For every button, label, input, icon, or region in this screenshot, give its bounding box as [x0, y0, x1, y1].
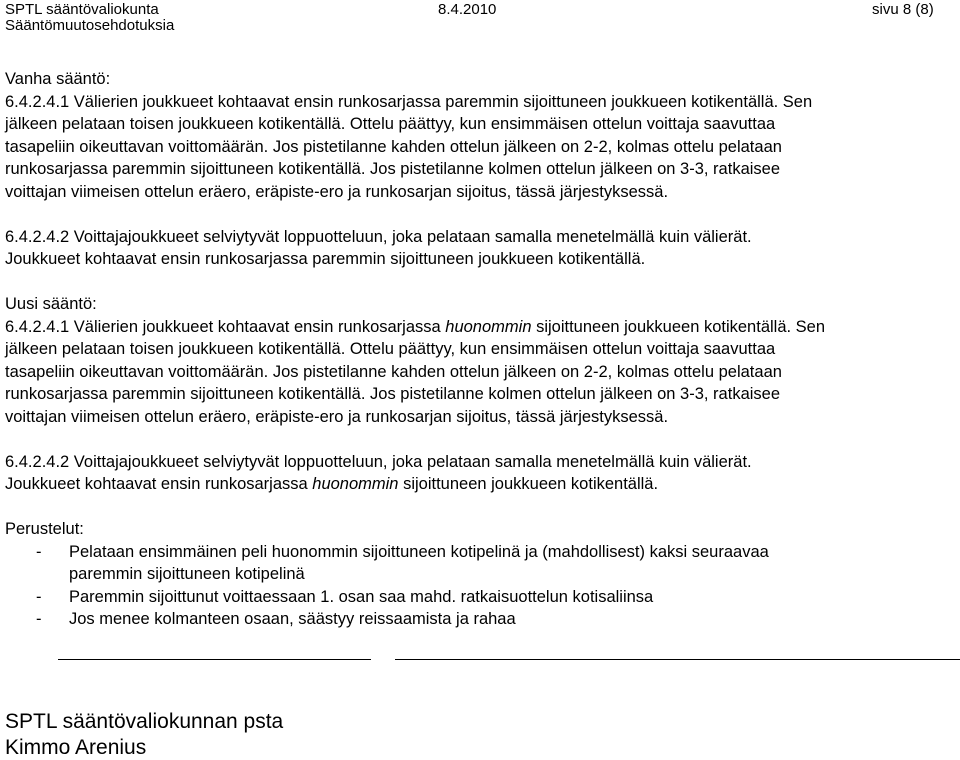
new-rule-line: runkosarjassa paremmin sijoittuneen kotikentällä. Jos pistetilanne kolmen ottelun jälkeen on 3-3, ratkaisee — [5, 385, 781, 403]
list-item: - Pelataan ensimmäinen peli huonommin sijoittuneen kotipelinä ja (mahdollisest) kaksi seuraavaa — [36, 542, 769, 561]
old-rule-line: jälkeen pelataan toisen joukkueen kotikentällä. Ottelu päättyy, kun ensimmäisen ottelun voittaja saavuttaa — [5, 115, 776, 133]
new-rule-line: jälkeen pelataan toisen joukkueen kotikentällä. Ottelu päättyy, kun ensimmäisen ottelun voittaja saavuttaa — [5, 340, 776, 358]
emphasis-text: huonommin — [445, 317, 532, 336]
new-rule-heading: Uusi sääntö: — [5, 295, 97, 313]
old-rule-line: voittajan viimeisen ottelun eräero, eräpiste-ero ja runkosarjan sijoitus, tässä järjestyksessä. — [5, 182, 669, 201]
reasons-list — [5, 541, 955, 631]
document-body — [5, 68, 955, 631]
divider-line — [395, 659, 960, 660]
emphasis-text: huonommin — [312, 475, 399, 493]
new-rule-line: 6.4.2.4.2 Voittajajoukkueet selviytyvät loppuotteluun, joka pelataan samalla menetelmällä kuin välierät. — [5, 452, 752, 471]
old-rule-line: runkosarjassa paremmin sijoittuneen kotikentällä. Jos pistetilanne kolmen ottelun jälkeen on 3-3, ratkaisee — [5, 160, 781, 178]
header-subtitle: Sääntömuutosehdotuksia — [5, 17, 175, 34]
list-item: - Jos menee kolmanteen osaan, säästyy reissaamista ja rahaa — [36, 610, 516, 628]
old-rule-line: 6.4.2.4.1 Välierien joukkueet kohtaavat ensin runkosarjassa paremmin sijoittuneen joukkueen kotikentällä. Sen — [5, 92, 813, 111]
list-item: - Paremmin sijoittunut voittaessaan 1. osan saa mahd. ratkaisuottelun kotisaliinsa — [36, 587, 654, 606]
reasons-heading: Perustelut: — [5, 520, 84, 538]
old-rule-line: 6.4.2.4.2 Voittajajoukkueet selviytyvät loppuotteluun, joka pelataan samalla menetelmällä kuin välierät. — [5, 227, 752, 246]
list-item-continuation: paremmin sijoittuneen kotipelinä — [69, 565, 305, 583]
new-rule-line: tasapeliin oikeuttavan voittomäärän. Jos pistetilanne kahden ottelun jälkeen on 2-2, kolmas ottelu pelataan — [5, 362, 782, 381]
old-rule-heading: Vanha sääntö: — [5, 70, 111, 88]
signature-line — [58, 659, 371, 660]
header-title: SPTL sääntövaliokunta — [5, 1, 159, 18]
old-rule-line: tasapeliin oikeuttavan voittomäärän. Jos pistetilanne kahden ottelun jälkeen on 2-2, kolmas ottelu pelataan — [5, 137, 782, 156]
old-rule-line: Joukkueet kohtaavat ensin runkosarjassa paremmin sijoittuneen joukkueen kotikentällä. — [5, 250, 646, 268]
new-rule-line: voittajan viimeisen ottelun eräero, eräpiste-ero ja runkosarjan sijoitus, tässä järjestyksessä. — [5, 407, 669, 426]
footer-organization: SPTL sääntövaliokunnan psta — [5, 710, 284, 733]
new-rule-line: 6.4.2.4.1 Välierien joukkueet kohtaavat ensin runkosarjassa huonommin sijoittuneen joukkueen kotikentällä. Sen — [5, 317, 826, 336]
new-rule-line: Joukkueet kohtaavat ensin runkosarjassa huonommin sijoittuneen joukkueen kotikentällä. — [5, 475, 659, 493]
header-page-number: sivu 8 (8) — [872, 1, 934, 18]
footer-name: Kimmo Arenius — [5, 736, 147, 759]
header-date: 8.4.2010 — [438, 1, 497, 18]
